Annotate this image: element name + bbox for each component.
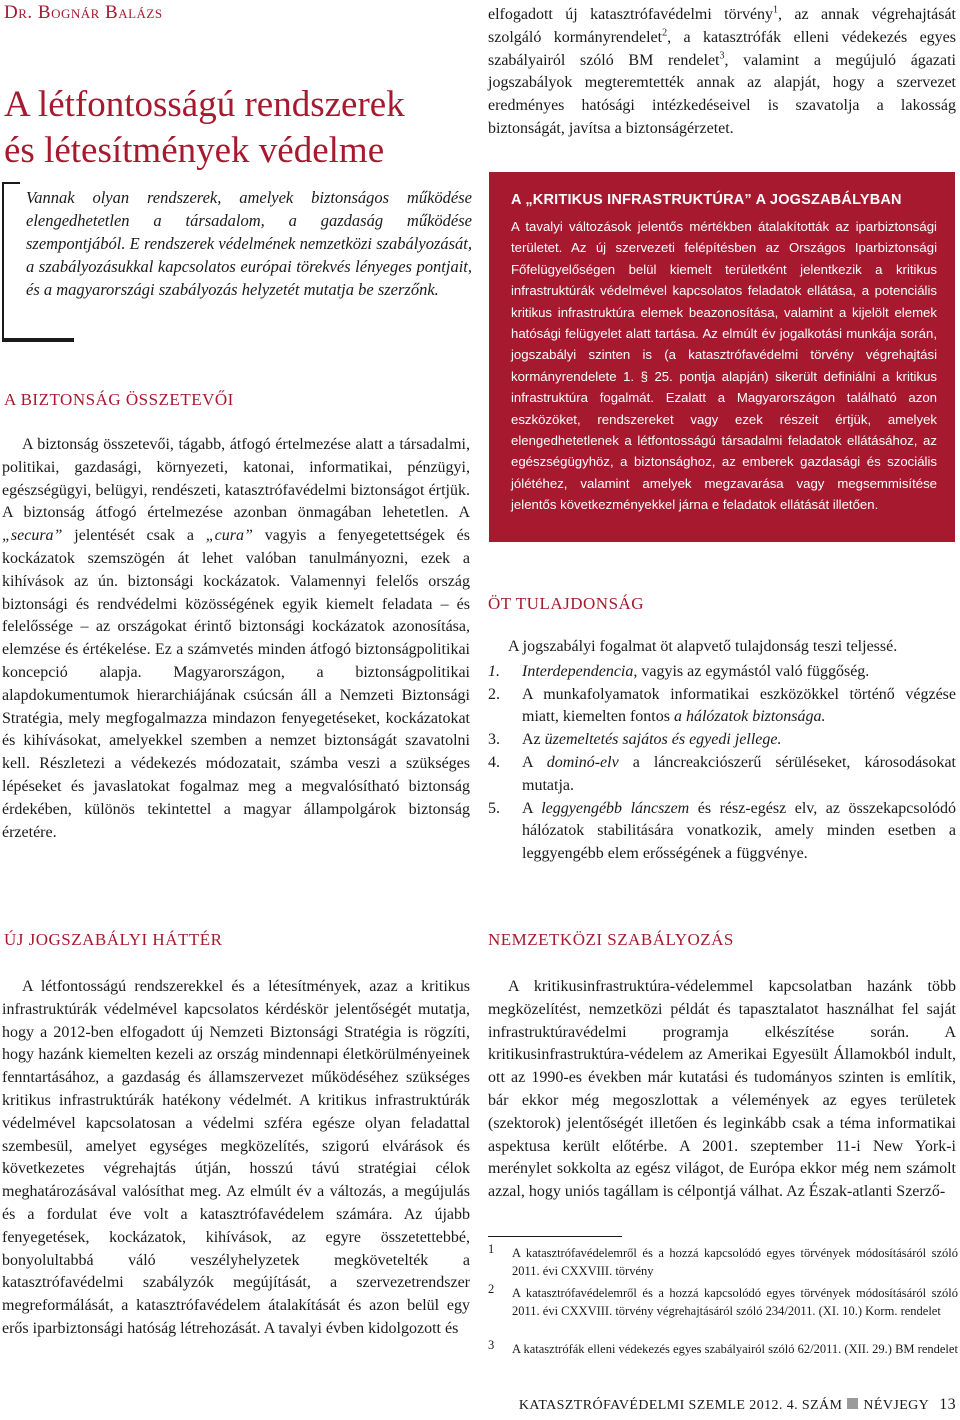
list-item-number: 5. [488,799,500,817]
section-heading-jogszabalyi: ÚJ JOGSZABÁLYI HÁTTÉR [4,930,223,949]
text-run: A biztonság összetevői, tágabb, átfogó értelmezése alatt a társadalmi, politikai, gazdasági, környezeti, katonai, informatikai, pénzügyi, egészségügyi, belügyi, rendészeti, katasztrófavédelmi biztonságot értjük. A biztonság átfogó értelmezése azonban önmagában lehetetlen. A [2,436,470,522]
journal-name: KATASZTRÓFAVÉDELMI SZEMLE 2012. 4. SZÁM [518,1398,843,1413]
lead-rule-top [2,182,20,184]
footnote-text: A katasztrófavédelemről és a hozzá kapcsolódó egyes törvények módosításáról szóló 2011. évi CXXVIII. törvény végrehajtásáról szóló 234/2011. (XI. 10.) Korm. rendelet [512,1286,958,1318]
title-line-1: A létfontosságú rendszerek [4,84,405,125]
list-item [488,798,956,866]
footnote [488,1284,958,1320]
footnote-ref: 1 [773,4,779,16]
section-biztonsag [2,434,470,844]
footnote-number: 2 [488,1282,495,1296]
article-title [4,82,444,174]
text-emphasis: „cura” [205,527,253,545]
footnote-ref: 3 [719,50,725,62]
list-item [488,729,956,752]
list-item [488,661,956,684]
tulajdonsag-intro: A jogszabályi fogalmat öt alapvető tulajdonság teszi teljessé. [508,638,898,655]
section-heading-nemzetkozi: NEMZETKÖZI SZABÁLYOZÁS [488,930,734,949]
section-name: NÉVJEGY [863,1398,930,1413]
text-run: elfogadott új katasztrófavédelmi törvény [488,6,774,23]
text-run: , az annak végrehajtását szolgáló kormányrendelet [488,6,956,46]
continuation-text [488,4,956,141]
square-separator-icon [847,1398,858,1409]
property-list [488,661,956,866]
section-tulajdonsag [488,636,956,866]
footnote-ref: 2 [662,27,668,39]
text-emphasis: leggyengébb láncszem [541,799,690,817]
lead-rule-bottom [2,338,74,342]
section-nemzetkozi [488,976,956,1204]
text-run: A [522,799,542,817]
page-footer [519,1396,956,1414]
footnote [488,1340,958,1358]
list-item [488,752,956,798]
page-number: 13 [939,1396,956,1413]
highlight-box [489,172,955,542]
text-emphasis: dominó-elv [546,753,619,771]
footnote-text: A katasztrófavédelemről és a hozzá kapcsolódó egyes törvények módosításáról szóló 2011. évi CXXVIII. törvény [512,1246,958,1278]
list-item-number: 1. [488,662,500,680]
text-run: Az [522,731,545,749]
text-run: A [522,753,547,771]
list-item-number: 3. [488,731,500,749]
text-run: a láncreakciószerű sérüléseket, károsodásokat mutatja. [522,753,956,794]
highlight-box-title: A „KRITIKUS INFRASTRUKTÚRA” A JOGSZABÁLYBAN [511,192,902,208]
text-emphasis: Interdependencia, [522,662,638,680]
footnote-number: 3 [488,1338,495,1352]
text-run: , a katasztrófák elleni védekezés egyes szabályairól szóló BM rendelet [488,28,957,69]
footnote [488,1244,958,1280]
list-item [488,684,956,730]
author-name: Dr. Bognár Balázs [4,2,163,23]
footnote-text: A katasztrófák elleni védekezés egyes szabályairól szóló 62/2011. (XII. 29.) BM rendelet [512,1342,958,1356]
text-run: jelentését csak a [62,527,206,545]
text-run: vagyis az egymástól való függőség. [637,662,870,680]
section-biztonsag-text [2,434,470,844]
lead-block [2,182,472,342]
text-emphasis: üzemeltetés sajátos és egyedi jellege. [544,731,782,749]
text-run: A munkafolyamatok informatikai eszközökkel történő végzése miatt, kiemelten fontos [522,685,956,726]
text-emphasis: a hálózatok biztonsága. [673,708,826,726]
footnote-number: 1 [488,1242,495,1256]
section-heading-biztonsag: A BIZTONSÁG ÖSSZETEVŐI [4,390,234,409]
list-item-number: 2. [488,685,500,703]
footnote-rule [488,1236,622,1237]
continuation-paragraph [488,4,956,141]
highlight-box-text: A tavalyi változások jelentős mértékben átalakították az iparbiztonsági területet. Az új szervezeti felépítésben az Országos Iparbiztonsági Főfelügyelőségen belül kiemelt területként jelentkezik a kritikus infrastruktúrák védelmével kapcsolatos feladatok ellátása, a potenciális kritikus infrastruktúra elemek beazonosítása, valamint a kijelölt elemek hatósági felügyelet alatt tartása. Az elmúlt év jogalkotási munkája során, jogszabályi szinten is (a katasztrófavédelmi törvény végrehajtási kormányrendelete 1. § 25. pontja alapján) sikerült definiálni a kritikus infrastruktúra fogalmát. Ezalatt a Magyarországon található azon eszközöket, rendszereket vagy ezek részeit értjük, amelyek elengedhetetlenek a létfontosságú társadalmi feladatok ellátásához, az egészségügyhöz, a biztonsághoz, az emberek gazdasági és szociális jólétéhez, valamint amelyek megzavarása vagy megsemmisítése jelentős következményekkel járna e feladatok ellátását illetően. [511,219,937,513]
section-heading-tulajdonsag: ÖT TULAJDONSÁG [488,594,645,613]
section-jogszabalyi [2,976,470,1341]
lead-rule-vertical [2,182,4,342]
title-line-2: és létesítmények védelme [4,130,385,171]
text-run: , valamint a megújuló ágazati jogszabályok megteremtették annak az alapját, hogy a szervezet eredményes hatósági intézkedéseivel is szavatolja a lakosság biztonságát, javítsa a biztonságérzetet. [488,51,956,137]
text-emphasis: „secura” [2,527,63,545]
text-run: vagyis a fenyegetettségek és kockázatok szemszögén át lehet valóban tanulmányozni, ezek a kihívások az ún. biztonsági kockázatok. Valamennyi felelős ország biztonsági és rendvédelmi közösségének egyik kiemelt feladata – és felelőssége – az országokat érintő biztonsági kockázatok azonosítása, elemzése és értékelése. Ez a számvetés minden átfogó biztonságpolitikai koncepció alapja. Magyarországon, a biztonságpolitikai alapdokumentumok hierarchiájának csúcsán áll a Nemzeti Biztonsági Stratégia, mely megfogalmazza mindazon fenyegetéseket, kockázatokat és kihívásokat, amelyekkel szemben a nemzet biztonságát szavatolni kell. Részletezi a védekezés módozatait, számba veszi a szükséges lépéseket és javaslatokat fogalmaz meg a megvalósítható biztonság érdekében, különös tekintettel a magyar állampolgárok biztonság érzetére. [2,527,470,841]
section-nemzetkozi-text: A kritikusinfrastruktúra-védelemmel kapcsolatban hazánk több megközelítést, nemzetközi példát és tapasztalatot használhat fel saját infrastruktúravédelmi programja elkészítése során. A kritikusinfrastruktúra-védelem az Amerikai Egyesült Államokból indult, ott az 1990-es években már kutatási és tudományos szinten is említik, bár ekkor még megoszlottak a vélemények az egyes területek (szektorok) jelentőségét illetően és leginkább csak a téma informatikai aspektusa került előtérbe. A 2001. szeptember 11-i New York-i merénylet sokkolta az egész világot, de Európa ekkor még nem számolt azzal, hogy uniós tagállam is célpontjá válhat. Az Észak-atlanti Szerző- [488,978,956,1201]
lead-text: Vannak olyan rendszerek, amelyek biztonságos működése elengedhetetlen a társadalom, a gazdaság működése szempontjából. E rendszerek védelmének nemzetközi szabályozását, a szabályozásukkal kapcsolatos európai törekvés lényeges pontjait, és a magyarországi szabályozás helyzetét mutatja be szerzőnk. [26,188,472,299]
text-run: és rész-egész elv, az összekapcsolódó hálózatok stabilitására vonatkozik, amely minden esetben a leggyengébb elem erősségének a függvénye. [522,799,957,863]
list-item-number: 4. [488,753,500,771]
section-jogszabalyi-text: A létfontosságú rendszerekkel és a létesítmények, azaz a kritikus infrastruktúrák védelmével kapcsolatos kérdéskör jelentőségét mutatja, hogy a 2012-ben elfogadott új Nemzeti Biztonsági Stratégia is rögzíti, hogy hazánk kiemelten kezeli az ország mindennapi életkörülményeinek fenntartásához, a gazdaság és államszervezet működéséhez szükséges kritikus infrastruktúrák hatékony védelmét. A kritikus infrastruktúrák védelmével kapcsolatosan a védelmi szféra egésze olyan feladattal szembesül, amelyet egységes megközelítés, szigorú elvárások és következetes végrehajtás útján, hosszú távú stratégiai célok meghatározásával valósíthat meg. Az elmúlt év a változás, a megújulás és a fordulat éve volt a katasztrófavédelem számára. Az újabb fenyegetések, kockázatok, kihívások, az egyre összetettebbé, bonyolultabbá váló veszélyhelyzetek megkövetelték a katasztrófavédelmi szabályzók megújítását, a szervezetrendszer megreformálását, a katasztrófavédelem átalakítását és azon belül egy erős iparbiztonsági hatóság létrehozását. A tavalyi évben kidolgozott és [2,978,470,1337]
